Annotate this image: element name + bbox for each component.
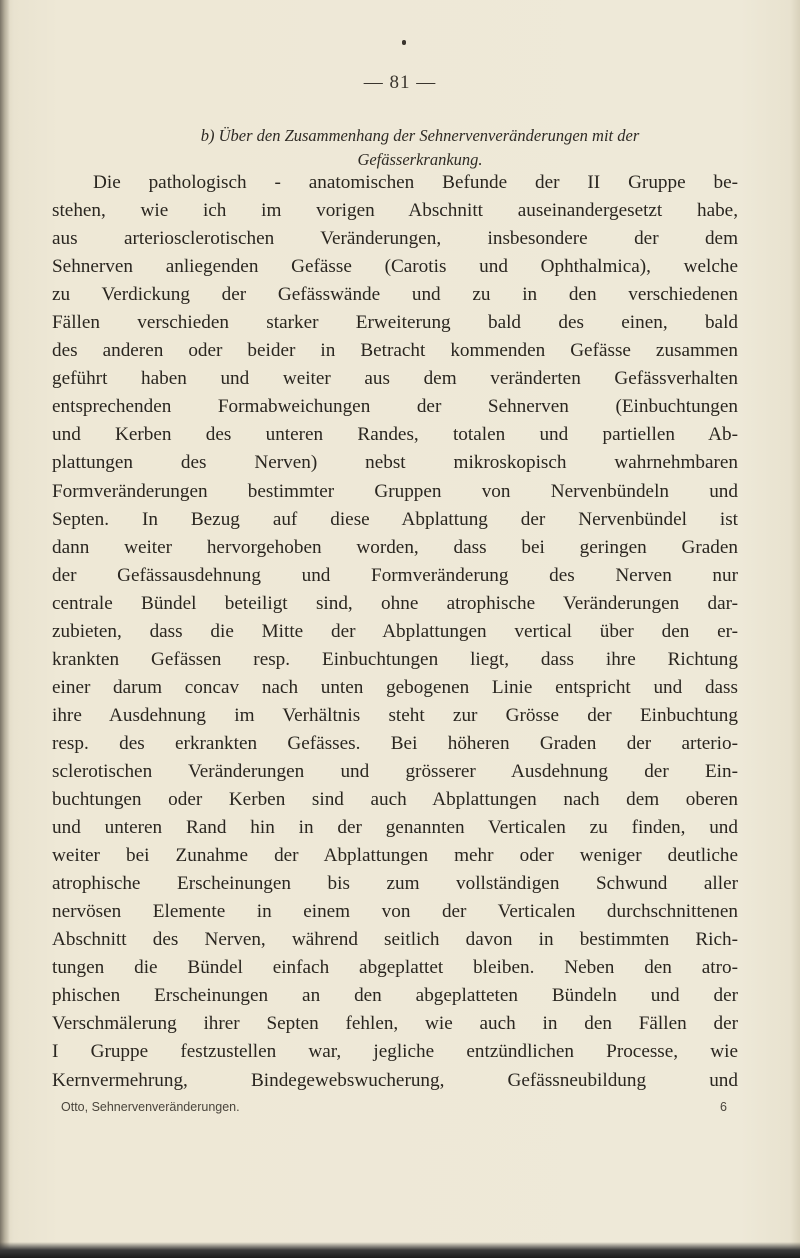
text-line: aus arteriosclerotischen Veränderungen, insbesondere der dem	[52, 228, 738, 250]
text-line: Verschmälerung ihrer Septen fehlen, wie auch in den Fällen der	[52, 1013, 738, 1035]
text-line: I Gruppe festzustellen war, jegliche entzündlichen Processe, wie	[52, 1041, 738, 1063]
text-line: atrophische Erscheinungen bis zum vollständigen Schwund aller	[52, 873, 738, 895]
text-line: krankten Gefässen resp. Einbuchtungen liegt, dass ihre Richtung	[52, 648, 738, 670]
print-mark	[402, 40, 406, 45]
text-line: stehen, wie ich im vorigen Abschnitt auseinandergesetzt habe,	[52, 200, 738, 222]
text-line: ihre Ausdehnung im Verhältnis steht zur Grösse der Einbuchtung	[52, 704, 738, 726]
body-paragraph	[52, 169, 738, 1095]
text-line: entsprechenden Formabweichungen der Sehnerven (Einbuchtungen	[52, 396, 738, 418]
text-line: Sehnerven anliegenden Gefässe (Carotis und Ophthalmica), welche	[52, 256, 738, 278]
text-line: des anderen oder beider in Betracht kommenden Gefässe zusammen	[52, 340, 738, 362]
section-heading	[100, 124, 740, 172]
text-line: resp. des erkrankten Gefässes. Bei höheren Graden der arterio-	[52, 732, 738, 754]
text-line: weiter bei Zunahme der Abplattungen mehr oder weniger deutliche	[52, 845, 738, 867]
footer-signature-number: 6	[720, 1100, 727, 1114]
text-line: geführt haben und weiter aus dem veränderten Gefässverhalten	[52, 368, 738, 390]
text-line: phischen Erscheinungen an den abgeplatteten Bündeln und der	[52, 985, 738, 1007]
text-line: Fällen verschieden starker Erweiterung bald des einen, bald	[52, 312, 738, 334]
text-line: zubieten, dass die Mitte der Abplattungen vertical über den er-	[52, 620, 738, 642]
text-line: Formveränderungen bestimmter Gruppen von Nervenbündeln und	[52, 480, 738, 502]
text-line: Septen. In Bezug auf diese Abplattung der Nervenbündel ist	[52, 508, 738, 530]
text-line: und unteren Rand hin in der genannten Verticalen zu finden, und	[52, 817, 738, 839]
page-number: — 81 —	[363, 72, 437, 93]
text-line: tungen die Bündel einfach abgeplattet bleiben. Neben den atro-	[52, 957, 738, 979]
text-line: einer darum concav nach unten gebogenen Linie entspricht und dass	[52, 676, 738, 698]
text-line: Abschnitt des Nerven, während seitlich davon in bestimmten Rich-	[52, 929, 738, 951]
text-line: buchtungen oder Kerben sind auch Abplattungen nach dem oberen	[52, 789, 738, 811]
text-line: Die pathologisch - anatomischen Befunde der II Gruppe be-	[93, 172, 738, 193]
section-heading-line-1: b) Über den Zusammenhang der Sehnervenveränderungen mit der	[200, 126, 640, 145]
text-line: sclerotischen Veränderungen und grösserer Ausdehnung der Ein-	[52, 760, 738, 782]
text-line: nervösen Elemente in einem von der Verticalen durchschnittenen	[52, 901, 738, 923]
text-line: und Kerben des unteren Randes, totalen und partiellen Ab-	[52, 424, 738, 446]
text-line: dann weiter hervorgehoben worden, dass bei geringen Graden	[52, 536, 738, 558]
footer-running-title: Otto, Sehnervenveränderungen.	[61, 1100, 240, 1114]
text-line: plattungen des Nerven) nebst mikroskopisch wahrnehmbaren	[52, 452, 738, 474]
text-line: Kernvermehrung, Bindegewebswucherung, Gefässneubildung und	[52, 1069, 738, 1091]
page-bottom-edge	[0, 1242, 800, 1258]
book-spine-shadow	[0, 0, 10, 1258]
text-line: zu Verdickung der Gefässwände und zu in den verschiedenen	[52, 284, 738, 306]
text-line: centrale Bündel beteiligt sind, ohne atrophische Veränderungen dar-	[52, 592, 738, 614]
section-heading-line-2: Gefässerkrankung.	[357, 150, 483, 169]
text-line: der Gefässausdehnung und Formveränderung des Nerven nur	[52, 564, 738, 586]
